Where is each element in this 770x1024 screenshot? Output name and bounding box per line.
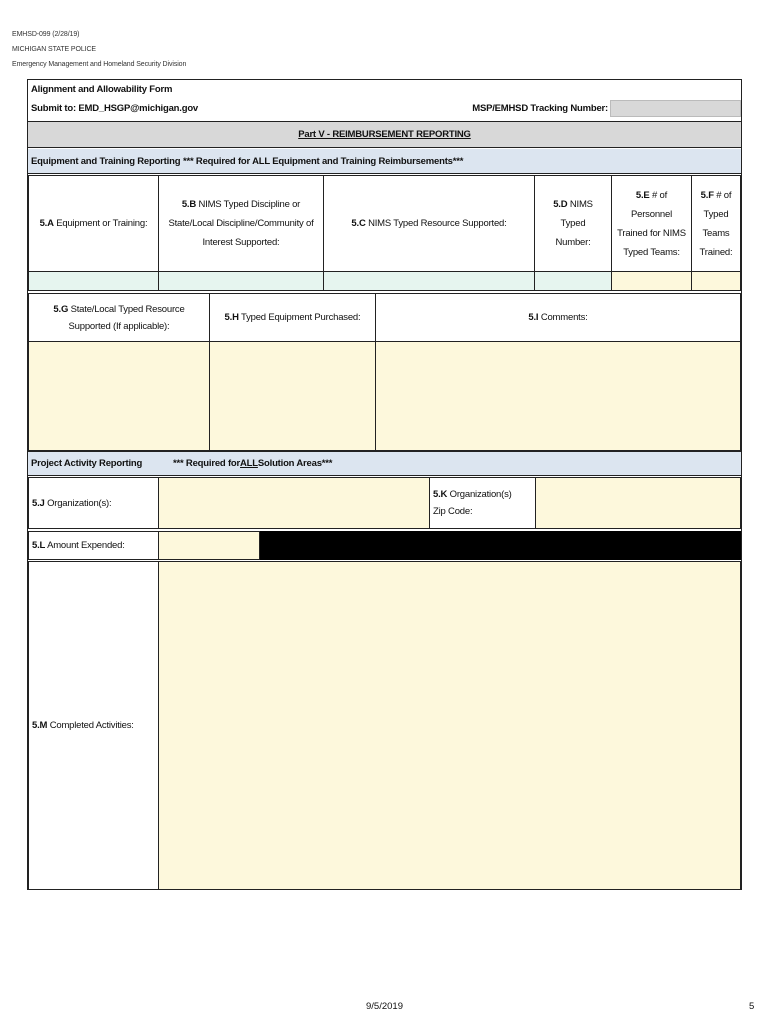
nims-typed-number-input[interactable] <box>534 271 612 291</box>
completed-activities-input[interactable] <box>158 561 741 890</box>
column-5a-header: 5.A Equipment or Training: <box>28 175 159 272</box>
blacked-out-area <box>260 531 741 560</box>
amount-label: 5.L Amount Expended: <box>28 531 159 560</box>
column-5e-header: 5.E # of Personnel Trained for NIMS Typed Teams: <box>611 175 692 272</box>
project-required-note: *** Required for ALL Solution Areas*** <box>173 458 333 469</box>
footer-date: 9/5/2019 <box>366 1001 403 1012</box>
project-section-label: Project Activity Reporting <box>31 458 143 469</box>
comments-input[interactable] <box>375 341 741 451</box>
form-title: Alignment and Allowability Form <box>31 83 173 95</box>
tracking-number-field[interactable] <box>610 100 741 117</box>
column-5f-header: 5.F # of Typed Teams Trained: <box>691 175 741 272</box>
tracking-number-label: MSP/EMHSD Tracking Number: <box>472 103 608 114</box>
state-local-resource-input[interactable] <box>28 341 210 451</box>
column-5g-header: 5.G State/Local Typed Resource Supported (If applicable): <box>28 293 210 342</box>
completed-activities-label: 5.M Completed Activities: <box>28 561 159 890</box>
column-5d-header: 5.D NIMS Typed Number: <box>534 175 612 272</box>
nims-resource-input[interactable] <box>323 271 535 291</box>
equipment-section-label: Equipment and Training Reporting <box>31 156 181 167</box>
page-number: 5 <box>749 1001 755 1012</box>
agency-name: MICHIGAN STATE POLICE <box>12 46 96 53</box>
form-number: EMHSD-099 (2/28/19) <box>12 31 80 38</box>
personnel-trained-input[interactable] <box>611 271 692 291</box>
zip-code-label: 5.K Organization(s) Zip Code: <box>429 477 536 529</box>
column-5b-header: 5.B NIMS Typed Discipline or State/Local Discipline/Community of Interest Supported: <box>158 175 324 272</box>
submit-to: Submit to: EMD_HSGP@michigan.gov <box>31 103 199 114</box>
organization-label: 5.J Organization(s): <box>28 477 159 529</box>
typed-teams-input[interactable] <box>691 271 741 291</box>
nims-discipline-input[interactable] <box>158 271 324 291</box>
amount-input[interactable] <box>158 531 260 560</box>
column-5i-header: 5.I Comments: <box>375 293 741 342</box>
column-5c-header: 5.C NIMS Typed Resource Supported: <box>323 175 535 272</box>
equipment-or-training-input[interactable] <box>28 271 159 291</box>
typed-equipment-input[interactable] <box>209 341 376 451</box>
equipment-required-note: *** Required for ALL Equipment and Training Reimbursements*** <box>183 156 464 167</box>
organization-input[interactable] <box>158 477 430 529</box>
division-name: Emergency Management and Homeland Security Division <box>12 61 187 68</box>
column-5h-header: 5.H Typed Equipment Purchased: <box>209 293 376 342</box>
part-title: Part V - REIMBURSEMENT REPORTING <box>28 121 741 148</box>
zip-code-input[interactable] <box>535 477 741 529</box>
